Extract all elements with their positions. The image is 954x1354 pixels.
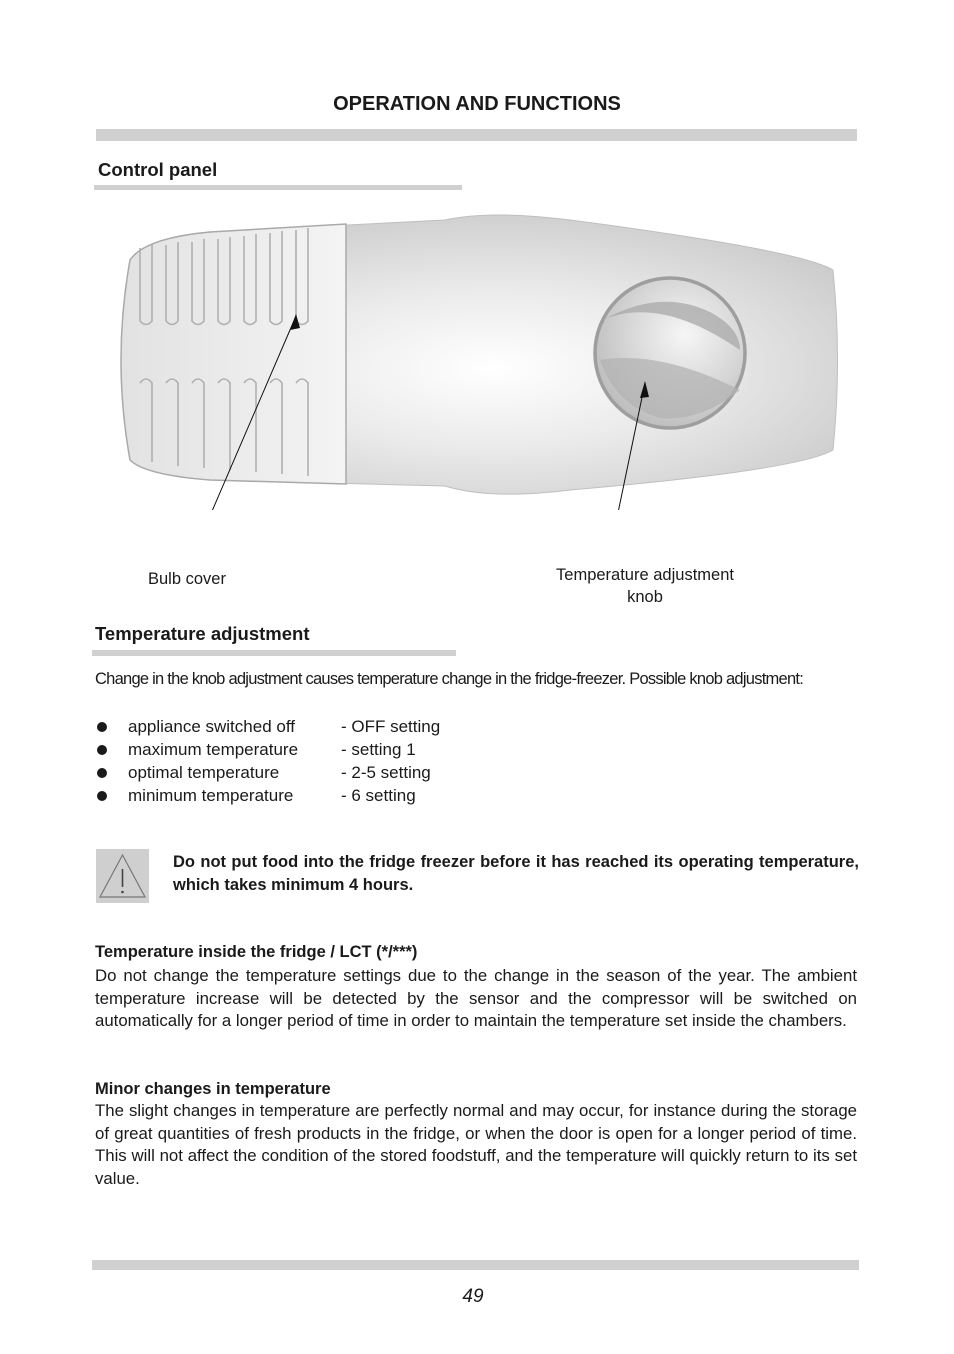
page-title: OPERATION AND FUNCTIONS (333, 93, 621, 115)
warning-triangle-icon (96, 849, 149, 903)
page-number: 49 (462, 1286, 484, 1307)
temperature-adjustment-heading: Temperature adjustment (95, 623, 310, 644)
fridge-temperature-heading: Temperature inside the fridge / LCT (*/***) (95, 943, 418, 961)
temperature-adjustment-underline (92, 650, 456, 656)
minor-changes-text: The slight changes in temperature are perfectly normal and may occur, for instance during the storage of great quantities of fresh products in the fridge, or when the door is open for a longer period of time. This will not affect the condition of the stored foodstuff, and the temperature will quickly return to its set value. (95, 1101, 857, 1189)
setting-name: maximum temperature (128, 740, 299, 759)
setting-value: - 2-5 setting (341, 763, 431, 782)
bullet-icon (97, 791, 107, 801)
list-item (95, 784, 440, 807)
control-panel-diagram (100, 200, 850, 510)
title-underline (96, 129, 857, 141)
temperature-knob (595, 278, 745, 428)
fridge-temperature-text: Do not change the temperature settings due to the change in the season of the year. The ambient temperature increase will be detected by the sensor and the compressor will be switched on automatically for a longer period of time in order to maintain the temperature set inside the chambers. (95, 966, 857, 1031)
warning-text: Do not put food into the fridge freezer before it has reached its operating temperature, which takes minimum 4 hours. (173, 853, 859, 894)
knob-label-line1: Temperature adjustment (556, 566, 734, 584)
list-item (95, 715, 440, 738)
setting-value: - 6 setting (341, 786, 416, 805)
warning-box (96, 849, 149, 903)
control-panel-heading: Control panel (98, 159, 218, 180)
knob-label (530, 564, 760, 608)
intro-text: Change in the knob adjustment causes temperature change in the fridge-freezer. Possible knob adjustment: (95, 670, 804, 688)
list-item (95, 738, 440, 761)
bullet-icon (97, 745, 107, 755)
bullet-icon (97, 722, 107, 732)
knob-label-line2: knob (627, 588, 663, 606)
list-item (95, 761, 440, 784)
bulb-cover-label: Bulb cover (148, 570, 226, 588)
footer-rule (92, 1260, 859, 1270)
settings-list (95, 715, 440, 807)
setting-value: - OFF setting (341, 717, 441, 736)
bullet-icon (97, 768, 107, 778)
setting-name: optimal temperature (128, 763, 280, 782)
control-panel-underline (94, 185, 462, 190)
setting-value: - setting 1 (341, 740, 416, 759)
setting-name: minimum temperature (128, 786, 294, 805)
minor-changes-heading: Minor changes in temperature (95, 1080, 331, 1098)
setting-name: appliance switched off (128, 717, 295, 736)
